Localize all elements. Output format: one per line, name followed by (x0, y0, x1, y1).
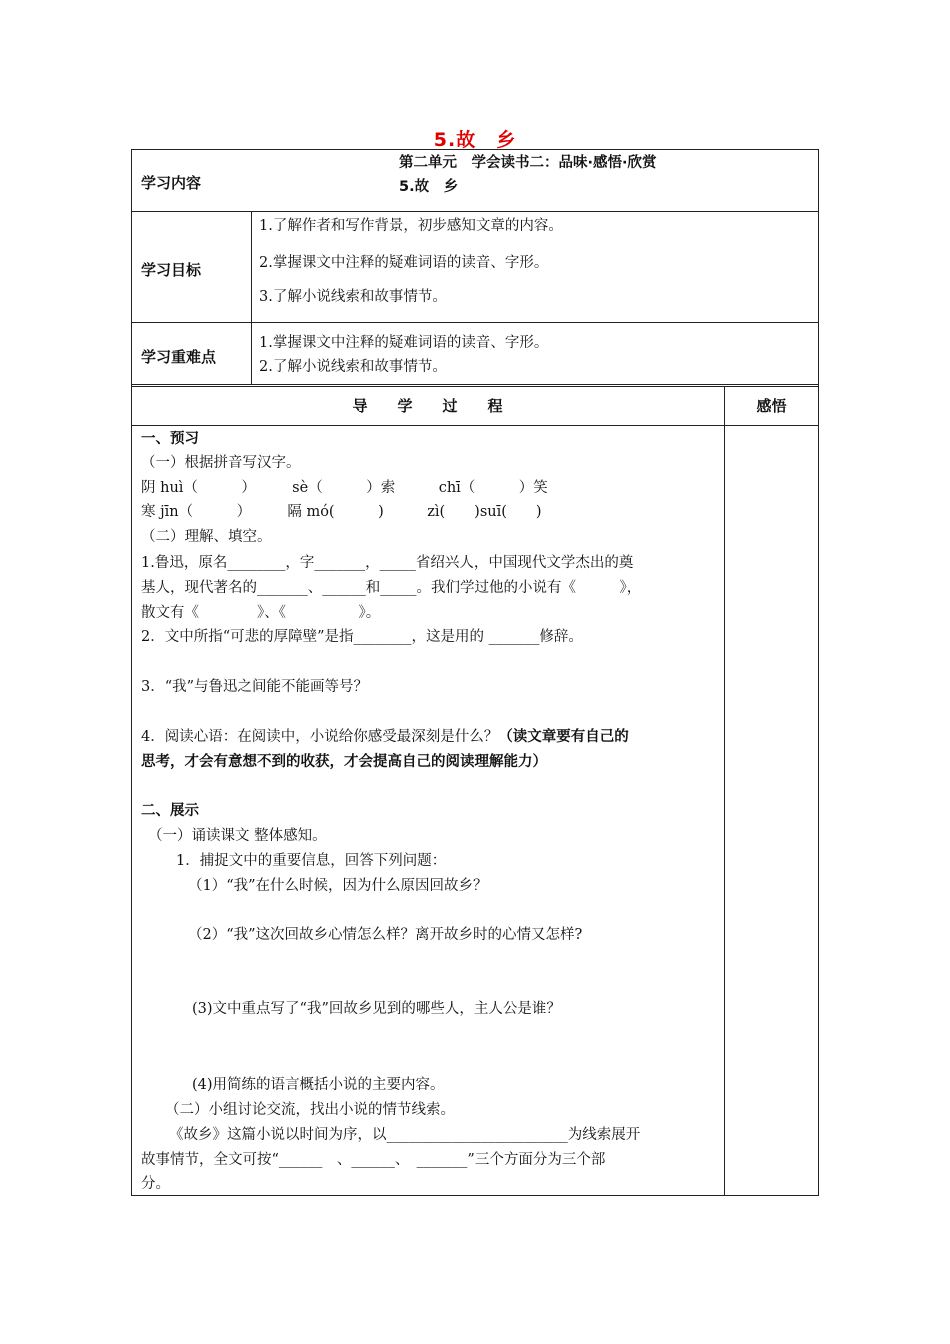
content-unit: 第二单元 学会读书二：品味·感悟·欣赏 (399, 155, 657, 171)
lesson-table (131, 149, 819, 1196)
question-text (141, 728, 629, 746)
paragraph-text: 《故乡》这篇小说以时间为序，以_________________________为线索展开 (169, 1127, 641, 1143)
question-text: 散文有《 》、《 》。 (141, 605, 381, 621)
subsection-fill: （二）理解、填空。 (141, 529, 272, 545)
process-header: 导 学 过 程 (352, 397, 503, 415)
section-show-title: 二、展示 (141, 803, 199, 819)
pinyin-line: 阴 huì（ ） sè（ ）索 chī（ ）笑 (141, 480, 548, 496)
reading-tip: （读文章要有自己的 (498, 729, 629, 745)
question-text: 1.鲁迅，原名________，字_______，_____省绍兴人，中国现代文学杰出的奠 (141, 555, 634, 571)
reading-tip: 思考，才会有意想不到的收获，才会提高自己的阅读理解能力） (141, 754, 547, 770)
page-title: 5.故 乡 (433, 129, 517, 151)
subsection-reading: （一）诵读课文 整体感知。 (148, 828, 327, 844)
row-divider (131, 425, 819, 426)
difficulty-item: 1.掌握课文中注释的疑难词语的读音、字形。 (259, 335, 549, 351)
paragraph-text: 分。 (141, 1176, 170, 1192)
reflection-header: 感悟 (756, 397, 787, 415)
question-text: 2．文中所指“可悲的厚障壁”是指________，这是用的 _______修辞。 (141, 629, 583, 645)
subsection-pinyin: （一）根据拼音写汉字。 (141, 455, 301, 471)
subsection-discussion: （二）小组讨论交流，找出小说的情节线索。 (165, 1102, 455, 1118)
question-text: 基人，现代著名的_______、______和_____。我们学过他的小说有《 》， (141, 580, 642, 596)
row-divider (131, 384, 819, 385)
section-preview-title: 一、预习 (141, 431, 199, 447)
column-divider (251, 211, 252, 385)
goal-item: 3.了解小说线索和故事情节。 (259, 289, 447, 305)
difficulty-label: 学习重难点 (141, 348, 217, 366)
goals-label: 学习目标 (141, 261, 202, 279)
paragraph-text: 故事情节，全文可按“______ 、______、 _______”三个方面分为三个部 (141, 1152, 606, 1168)
question-text: (4)用简练的语言概括小说的主要内容。 (192, 1077, 445, 1093)
goal-item: 2.掌握课文中注释的疑难词语的读音、字形。 (259, 255, 549, 271)
difficulty-item: 2.了解小说线索和故事情节。 (259, 359, 447, 375)
column-divider (724, 386, 725, 1196)
pinyin-line: 寒 jīn（ ） 隔 mó( ) zì( )suī( ) (141, 504, 542, 520)
row-divider (131, 322, 819, 323)
question-text: (3)文中重点写了“我”回故乡见到的哪些人，主人公是谁？ (192, 1001, 561, 1017)
question-text: （1）“我”在什么时候，因为什么原因回故乡？ (188, 878, 488, 894)
row-divider (131, 211, 819, 212)
goal-item: 1.了解作者和写作背景，初步感知文章的内容。 (259, 218, 563, 234)
content-lesson: 5.故 乡 (399, 179, 459, 195)
task-text: 1．捕捉文中的重要信息，回答下列问题： (176, 853, 447, 869)
row-divider (131, 386, 819, 387)
question-text: （2）“我”这次回故乡心情怎么样？离开故乡时的心情又怎样? (188, 927, 583, 943)
content-label: 学习内容 (141, 174, 202, 192)
question-text: 4．阅读心语：在阅读中，小说给你感受最深刻是什么？ (141, 729, 499, 745)
question-text: 3．“我”与鲁迅之间能不能画等号？ (141, 679, 369, 695)
